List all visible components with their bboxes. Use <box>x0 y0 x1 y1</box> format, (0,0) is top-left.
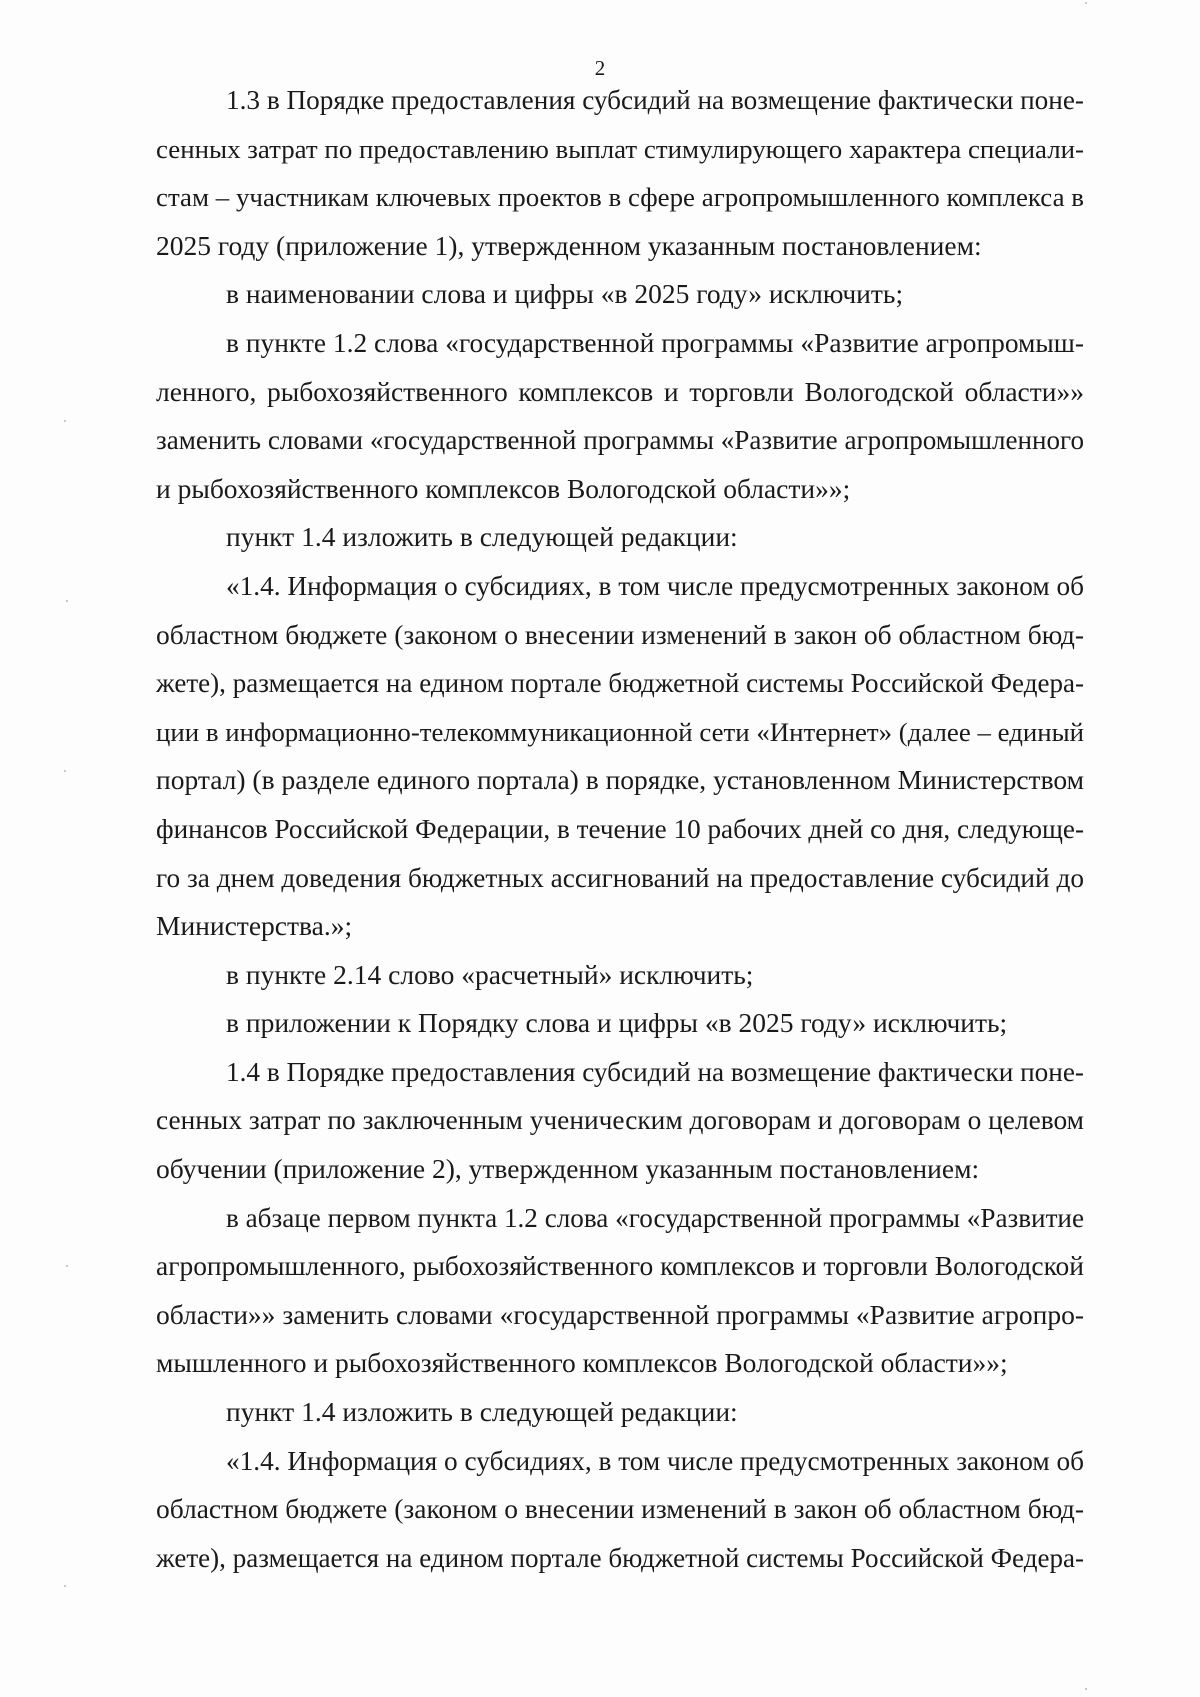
text-line: «1.4. Информация о субсидиях, в том числе предусмотренных законом об <box>226 570 1084 601</box>
text-line: 1.3 в Порядке предоставления субсидий на возмещение фактически поне- <box>226 85 1084 115</box>
text-line: Министерства.»; <box>156 910 353 942</box>
text-line: в пункте 1.2 слова «государственной программы «Развитие агропромыш- <box>226 327 1084 358</box>
scan-speck <box>64 770 66 772</box>
text-line: в пункте 2.14 слово «расчетный» исключить; <box>226 958 754 990</box>
text-line: портал) (в разделе единого портала) в порядке, установленном Министерством <box>156 764 1084 796</box>
document-body <box>156 76 1084 1582</box>
scan-speck <box>64 420 66 422</box>
text-line: областном бюджете (законом о внесении изменений в закон об областном бюд- <box>156 1494 1084 1525</box>
scan-speck <box>1085 2 1087 4</box>
text-line: пункт 1.4 изложить в следующей редакции: <box>226 521 738 553</box>
text-line: пункт 1.4 изложить в следующей редакции: <box>226 1396 738 1428</box>
text-line: ленного, рыбохозяйственного комплексов и торговли Вологодской области»» <box>156 375 1084 407</box>
text-line: жете), размещается на едином портале бюджетной системы Российской Федера- <box>156 668 1084 699</box>
text-line: стам – участникам ключевых проектов в сфере агропромышленного комплекса в <box>156 182 1084 213</box>
text-line: мышленного и рыбохозяйственного комплексов Вологодской области»»; <box>156 1347 1008 1379</box>
text-line: «1.4. Информация о субсидиях, в том числе предусмотренных законом об <box>226 1445 1084 1476</box>
text-line: и рыбохозяйственного комплексов Вологодской области»»; <box>156 472 851 504</box>
text-line: го за днем доведения бюджетных ассигнований на предоставление субсидий до <box>156 862 1084 893</box>
text-line: финансов Российской Федерации, в течение 10 рабочих дней со дня, следующе- <box>156 813 1084 844</box>
text-line: обучении (приложение 2), утвержденном указанным постановлением: <box>156 1153 980 1185</box>
text-line: сенных затрат по заключенным ученическим договорам и договорам о целевом <box>156 1105 1084 1136</box>
text-line: в приложении к Порядку слова и цифры «в 2025 году» исключить; <box>226 1007 1008 1039</box>
page-number: 2 <box>594 56 606 80</box>
text-line: жете), размещается на едином портале бюджетной системы Российской Федера- <box>156 1542 1084 1573</box>
text-line: ции в информационно-телекоммуникационной сети «Интернет» (далее – единый <box>156 716 1084 747</box>
text-line: 2025 году (приложение 1), утвержденном указанным постановлением: <box>156 229 982 261</box>
scan-speck <box>66 1265 68 1267</box>
text-line: заменить словами «государственной программы «Развитие агропромышленного <box>156 425 1084 456</box>
text-line: в абзаце первом пункта 1.2 слова «государственной программы «Развитие <box>226 1202 1084 1233</box>
text-line: 1.4 в Порядке предоставления субсидий на возмещение фактически поне- <box>226 1056 1084 1087</box>
scan-speck <box>66 600 68 602</box>
text-line: области»» заменить словами «государственной программы «Развитие агропро- <box>156 1298 1084 1330</box>
scan-speck <box>64 1585 66 1587</box>
text-line: областном бюджете (законом о внесении изменений в закон об областном бюд- <box>156 619 1084 650</box>
text-line: сенных затрат по предоставлению выплат стимулирующего характера специали- <box>156 133 1085 164</box>
scan-speck <box>1085 1688 1087 1690</box>
text-line: в наименовании слова и цифры «в 2025 году» исключить; <box>226 278 904 310</box>
text-line: агропромышленного, рыбохозяйственного комплексов и торговли Вологодской <box>156 1251 1084 1282</box>
